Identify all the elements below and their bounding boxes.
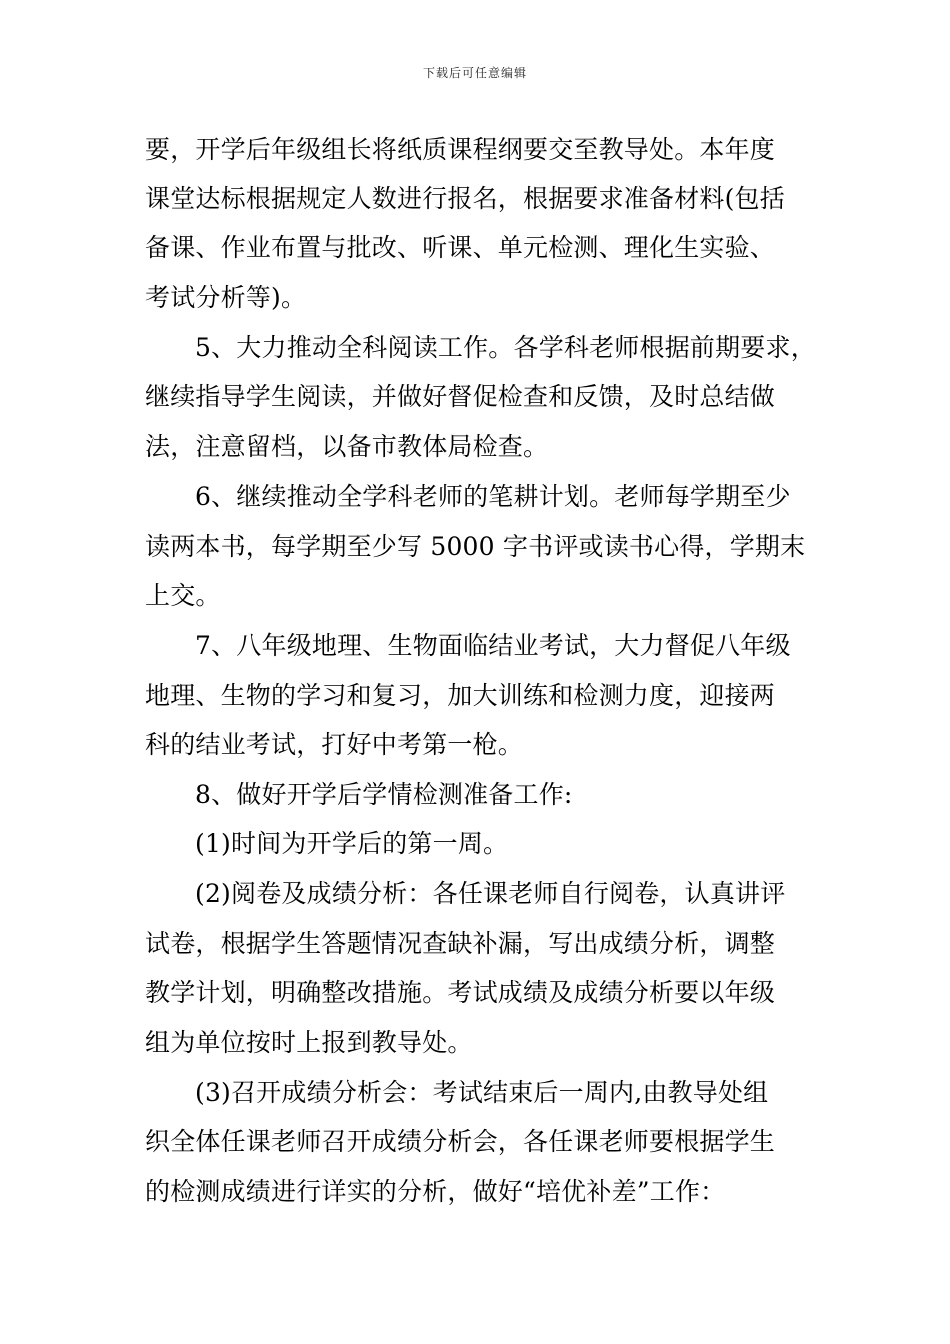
sub-item-1: (1)时间为开学后的第一周。 xyxy=(195,829,509,858)
page-header-note: 下载后可任意编辑 xyxy=(422,66,527,80)
text-line: 法，注意留档，以备市教体局检查。 xyxy=(145,432,549,461)
text-line: 地理、生物的学习和复习，加大训练和检测力度，迎接两 xyxy=(145,681,776,710)
text-line: 组为单位按时上报到教导处。 xyxy=(145,1028,473,1057)
sub-item-3: (3)召开成绩分析会：考试结束后一周内,由教导处组 xyxy=(195,1078,769,1107)
paragraph-5-start: 5、大力推动全科阅读工作。各学科老师根据前期要求， xyxy=(195,333,816,362)
text-line: 继续指导学生阅读，并做好督促检查和反馈，及时总结做 xyxy=(145,382,776,411)
text-line: 课堂达标根据规定人数进行报名，根据要求准备材料(包括 xyxy=(145,184,785,213)
text-line: 上交。 xyxy=(145,581,221,610)
text-line: 织全体任课老师召开成绩分析会，各任课老师要根据学生 xyxy=(145,1127,776,1156)
text-line: 读两本书，每学期至少写 5000 字书评或读书心得，学期末 xyxy=(145,532,806,561)
text-line: 的检测成绩进行详实的分析，做好“培优补差”工作： xyxy=(145,1177,726,1206)
text-line: 科的结业考试，打好中考第一枪。 xyxy=(145,730,524,759)
text-line: 要，开学后年级组长将纸质课程纲要交至教导处。本年度 xyxy=(145,135,776,164)
text-line: 备课、作业布置与批改、听课、单元检测、理化生实验、 xyxy=(145,233,776,262)
text-line: 教学计划，明确整改措施。考试成绩及成绩分析要以年级 xyxy=(145,978,776,1007)
text-line: 考试分析等)。 xyxy=(145,283,307,312)
sub-item-2: (2)阅卷及成绩分析：各任课老师自行阅卷，认真讲评 xyxy=(195,879,786,908)
paragraph-6-start: 6、继续推动全学科老师的笔耕计划。老师每学期至少 xyxy=(195,482,791,511)
paragraph-7-start: 7、八年级地理、生物面临结业考试，大力督促八年级 xyxy=(195,631,791,660)
text-line: 试卷，根据学生答题情况查缺补漏，写出成绩分析，调整 xyxy=(145,929,776,958)
paragraph-8-start: 8、做好开学后学情检测准备工作: xyxy=(195,780,573,809)
